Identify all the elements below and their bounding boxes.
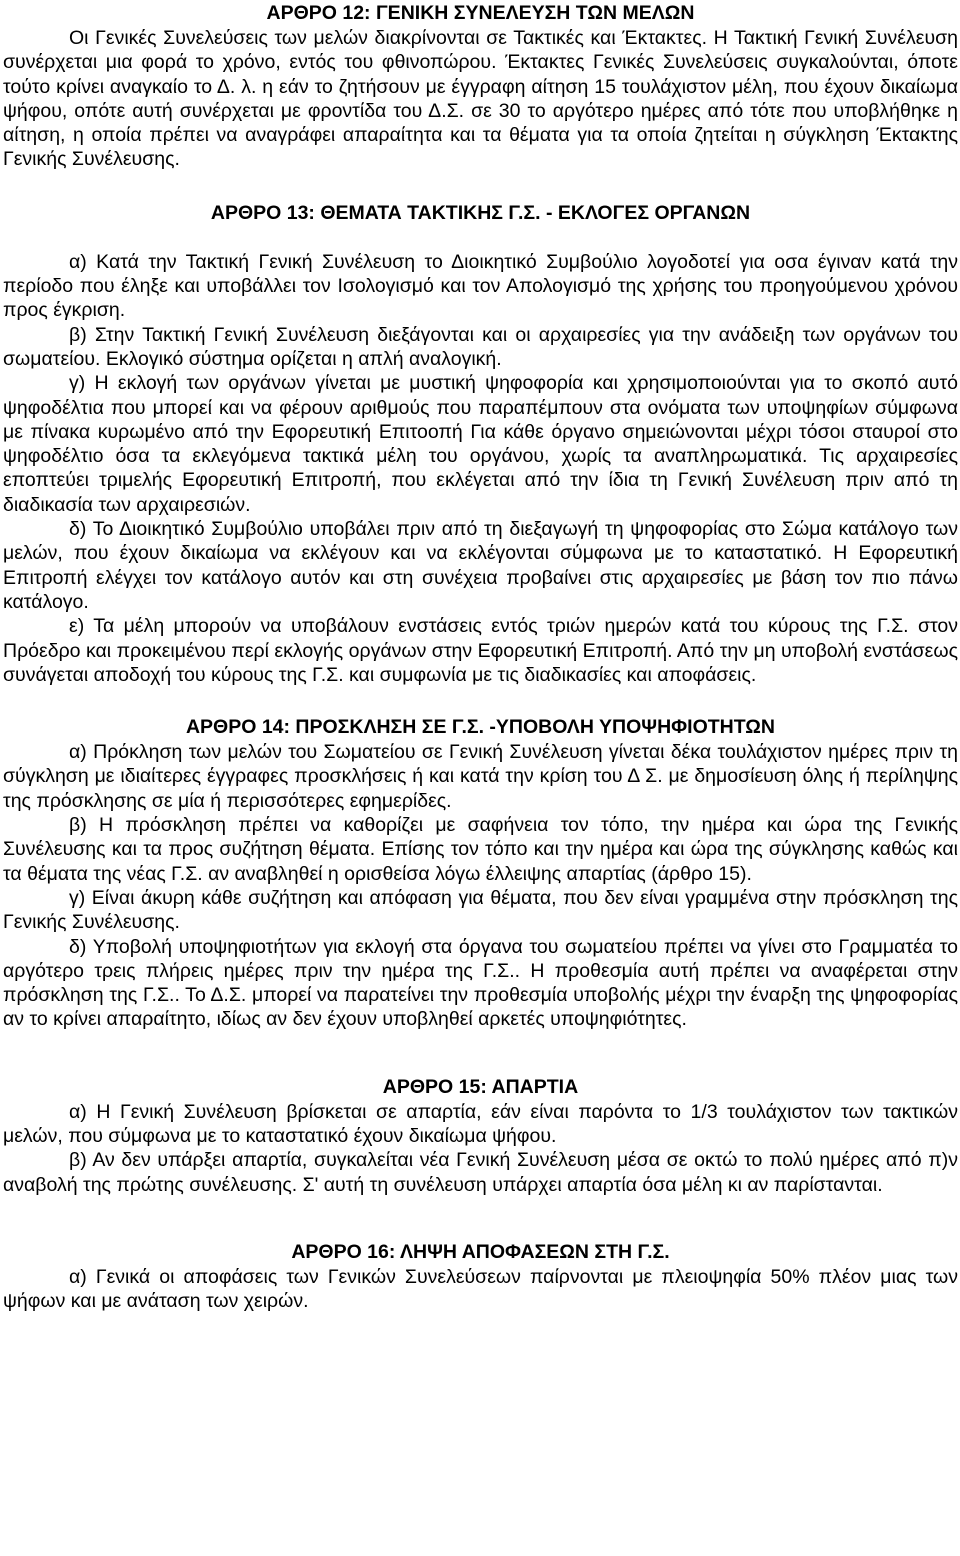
article-16 [3, 1239, 958, 1314]
article-12-title: ΑΡΘΡΟ 12: ΓΕΝΙΚΗ ΣΥΝΕΛΕΥΣΗ ΤΩΝ ΜΕΛΩΝ [266, 2, 695, 24]
article-14-paragraph-a: α) Πρόκληση των μελών του Σωματείου σε Γενική Συνέλευση γίνεται δέκα τουλάχιστον ημέρες πριν τη σύγκληση με ιδιαίτερες έγγραφες προσκλήσεις ή και κατά την κρίση του Δ Σ. με δημοσίευση όλης ή περίληψης της πρόσκλησης σε μία ή περισσότερες εφημερίδες. [3, 741, 958, 812]
article-13 [3, 200, 958, 687]
article-16-title: ΑΡΘΡΟ 16: ΛΗΨΗ ΑΠΟΦΑΣΕΩΝ ΣΤΗ Γ.Σ. [291, 1240, 670, 1263]
article-15 [3, 1074, 958, 1197]
article-16-paragraph-a: α) Γενικά οι αποφάσεις των Γενικών Συνελεύσεων παίρνονται με πλειοψηφία 50% πλέον μιας των ψήφων και με ανάταση των χειρών. [3, 1265, 958, 1313]
article-14-paragraph-b: β) Η πρόσκληση πρέπει να καθορίζει με σαφήνεια τον τόπο, την ημέρα και ώρα της Γενικής Συνέλευσης και τα προς συζήτηση θέματα. Επίσης τον τόπο και την ημέρα και ώρα της σύγκλησης καθώς και τα θέματα της νέας Γ.Σ. αν αναβληθεί η ορισθείσα λόγω έλλειψης απαρτίας (άρθρο 15). [3, 814, 958, 885]
article-15-title: ΑΡΘΡΟ 15: ΑΠΑΡΤΙΑ [382, 1075, 579, 1098]
article-13-paragraph-e: ε) Τα μέλη μπορούν να υποβάλουν ενστάσεις εντός τριών ημερών κατά του κύρους της Γ.Σ. στον Πρόεδρο και προκειμένου περί εκλογής οργάνων στην Εφορευτική Επιτροπή. Από την μη υποβολή ενστάσεως συνάγεται αποδοχή του κύρους της Γ.Σ. και συμφωνία με τις διαδικασίες και αποφάσεις. [3, 615, 958, 686]
article-14-paragraph-d: δ) Υποβολή υποψηφιοτήτων για εκλογή στα όργανα του σωματείου πρέπει να γίνει στο Γραμματέα το αργότερο τρεις πλήρεις ημέρες πριν την ημέρα της Γ.Σ.. Η προθεσμία αυτή πρέπει να αναφέρεται στην πρόσκληση της Γ.Σ.. Το Δ.Σ. μπορεί να παρατείνει την προθεσμία υποβολής μέχρι την έναρξη της ψηφοφορίας αν το κρίνει απαραίτητο, ιδίως αν δεν έχουν υποβληθεί αρκετές υποψηφιότητες. [3, 935, 958, 1031]
article-15-paragraph-b: β) Αν δεν υπάρξει απαρτία, συγκαλείται νέα Γενική Συνέλευση μέσα σε οκτώ το πολύ ημέρες από π)ν αναβολή της πρώτης συνέλευσης. Σ' αυτή τη συνέλευση υπάρχει απαρτία όσα μέλη κι αν παρίστανται. [3, 1149, 958, 1196]
article-13-paragraph-a: α) Κατά την Τακτική Γενική Συνέλευση το Διοικητικό Συμβούλιο λογοδοτεί για οσα έγιναν κατά την περίοδο που έληξε και υποβάλλει τον Ισολογισμό και τον Απολογισμό της χρήσης του προηγούμενου χρόνου προς έγκριση. [3, 250, 958, 322]
article-14-title: ΑΡΘΡΟ 14: ΠΡΟΣΚΛΗΣΗ ΣΕ Γ.Σ. -ΥΠΟΒΟΛΗ ΥΠΟΨΗΦΙΟΤΗΤΩΝ [185, 716, 776, 739]
article-14 [3, 714, 958, 1032]
article-13-paragraph-c: γ) Η εκλογή των οργάνων γίνεται με μυστική ψηφοφορία και χρησιμοποιούνται για το σκοπό αυτό ψηφοδέλτια που μπορεί και να φέρουν αριθμούς που παραπέμπουν στα ονόματα των υποψηφίων σύμφωνα με πίνακα κυρωμένο από την Εφορευτική Επιτοοπή Για κάθε όργανο σημειώνονται μέχρι τόσοι σταυροί στο ψηφοδέλτιο όσα τα εκλεγόμενα τακτικά μέλη του οργάνου, χωρίς τα αναπληρωματικά. Τις αρχαιρεσίες εποπτεύει τριμελής Εφορευτική Επιτροπή, που εκλέγεται από την ίδια τη Γενική Συνέλευση πριν από τη διαδικασία των αρχαιρεσιών. [3, 372, 958, 516]
article-15-paragraph-a: α) Η Γενική Συνέλευση βρίσκεται σε απαρτία, εάν είναι παρόντα το 1/3 τουλάχιστον των τακτικών μελών, που σύμφωνα με το καταστατικό έχουν δικαίωμα ψήφου. [3, 1100, 958, 1147]
article-13-paragraph-b: β) Στην Τακτική Γενική Συνέλευση διεξάγονται και οι αρχαιρεσίες για την ανάδειξη των οργάνων του σωματείου. Εκλογικό σύστημα ορίζεται η απλή αναλογική. [3, 323, 958, 370]
article-12-paragraph-1: Οι Γενικές Συνελεύσεις των μελών διακρίνονται σε Τακτικές και Έκτακτες. Η Τακτική Γενική Συνέλευση συνέρχεται μια φορά το χρόνο, εντός του φθινοπώρου. Έκτακτες Γενικές Συνελεύσεις συγκαλούνται, όποτε τούτο κρίνει αναγκαίο το Δ. λ. η εάν το ζητήσουν με έγγραφη αίτηση 15 τουλάχιστον μέλη, που έχουν δικαίωμα ψήφου, οπότε αυτή συνέρχεται με φροντίδα του Δ.Σ. σε 30 το αργότερο ημέρες από τότε που υποβλήθηκε η αίτηση, η οποία πρέπει να αναγράφει απαραίτητα και τα θέματα για τα οποία ζητείται η σύγκληση Έκτακτης Γενικής Συνέλευσης. [3, 27, 958, 171]
article-13-paragraph-d: δ) Το Διοικητικό Συμβούλιο υποβάλει πριν από τη διεξαγωγή τη ψηφοφορίας στο Σώμα κατάλογο των μελών, που έχουν δικαίωμα να εκλέγουν και να εκλέγονται σύμφωνα με το καταστατικό. Η Εφορευτική Επιτροπή ελέγχει τον κατάλογο αυτόν και στη συνέχεια προβαίνει στις αρχαιρεσίες με βάση τον πιο πάνω κατάλογο. [3, 518, 958, 613]
article-13-title: ΑΡΘΡΟ 13: ΘΕΜΑΤΑ ΤΑΚΤΙΚΗΣ Γ.Σ. - ΕΚΛΟΓΕΣ ΟΡΓΑΝΩΝ [210, 201, 751, 224]
article-14-paragraph-c: γ) Είναι άκυρη κάθε συζήτηση και απόφαση για θέματα, που δεν είναι γραμμένα στην πρόσκληση της Γενικής Συνέλευσης. [3, 886, 958, 934]
article-12 [3, 0, 958, 172]
